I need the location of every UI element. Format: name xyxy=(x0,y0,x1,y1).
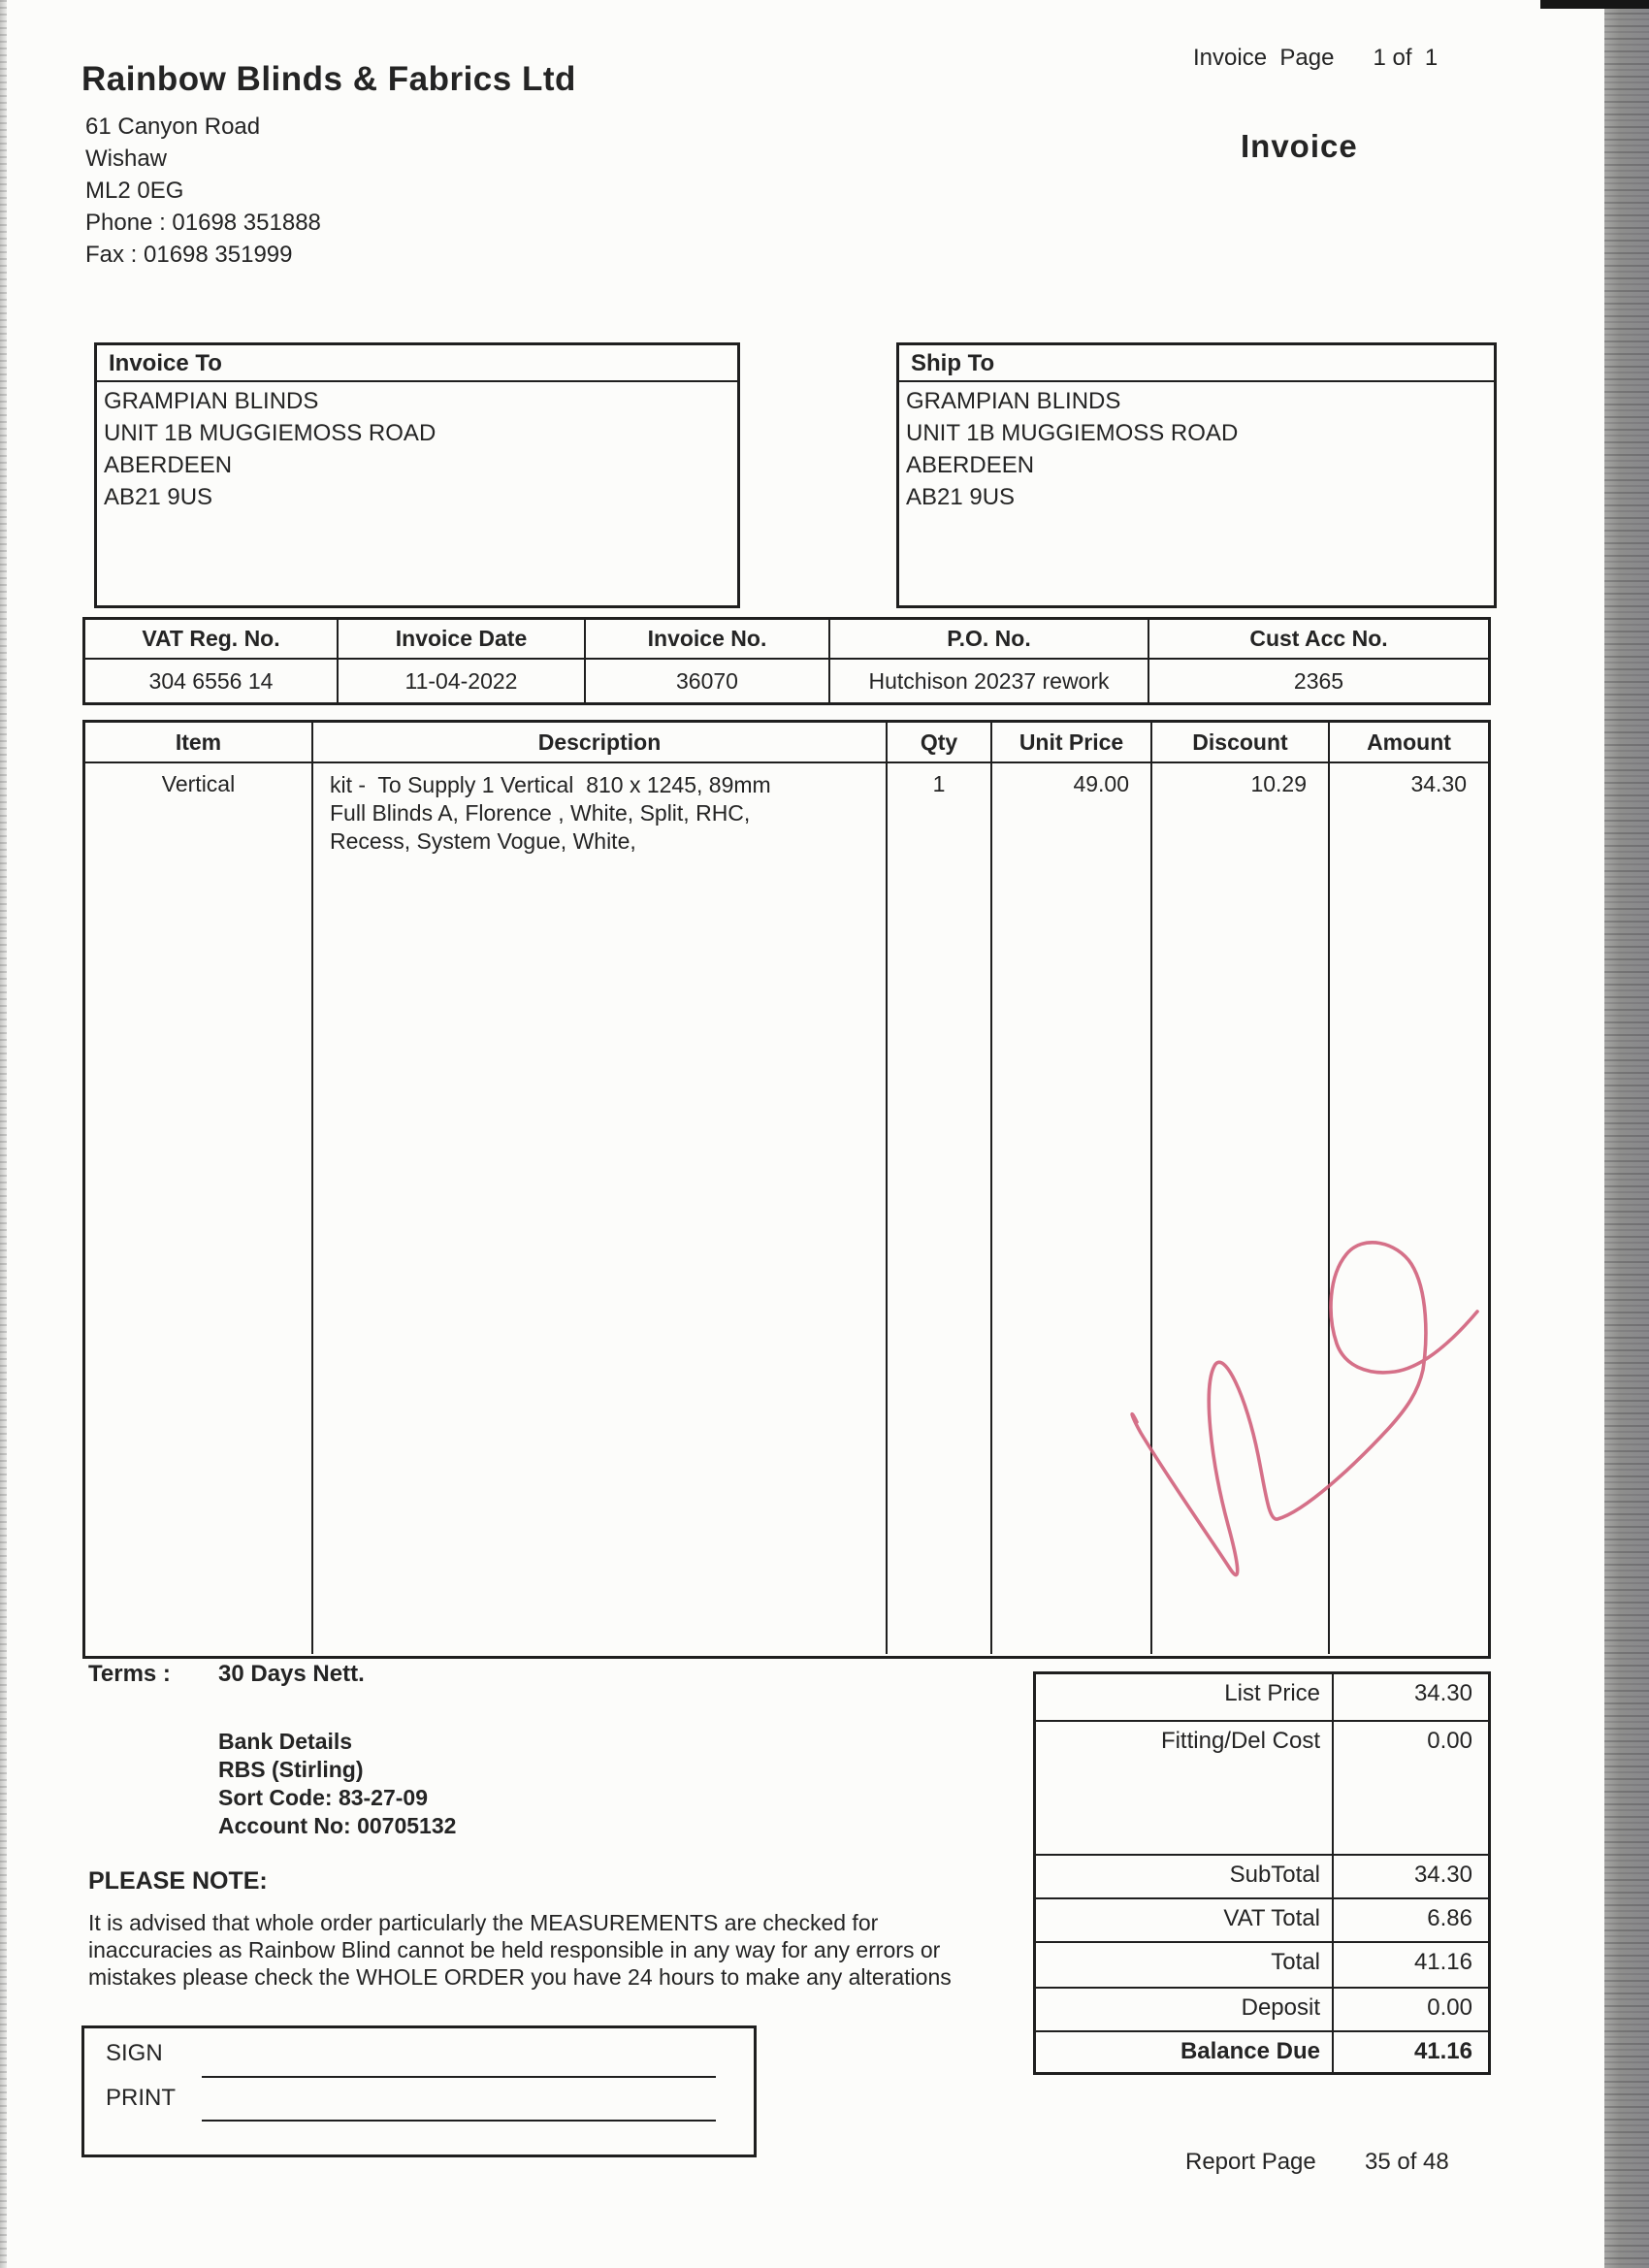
scan-edge-top-right xyxy=(1540,0,1649,9)
page-indicator-value: 1 of 1 xyxy=(1373,45,1439,71)
company-address-line: 61 Canyon Road xyxy=(85,113,261,140)
items-header-amount: Amount xyxy=(1330,723,1488,763)
totals-label: Fitting/Del Cost xyxy=(1036,1722,1334,1854)
meta-header-cust-acc: Cust Acc No. xyxy=(1149,620,1488,660)
invoice-to-line: AB21 9US xyxy=(104,484,213,510)
table-row xyxy=(85,763,1488,1654)
signature-box xyxy=(81,2025,757,2157)
totals-label: VAT Total xyxy=(1036,1899,1334,1941)
invoice-to-line: UNIT 1B MUGGIEMOSS ROAD xyxy=(104,420,436,446)
totals-value: 34.30 xyxy=(1413,1680,1472,1706)
ship-to-heading: Ship To xyxy=(899,345,1494,382)
totals-row-deposit xyxy=(1036,1989,1488,2032)
items-header-qty: Qty xyxy=(888,723,992,763)
item-cell-qty: 1 xyxy=(888,763,992,1654)
ship-to-box xyxy=(896,342,1497,608)
invoice-to-line: ABERDEEN xyxy=(104,452,233,478)
meta-value-invoice-no: 36070 xyxy=(586,660,830,702)
sign-label: SIGN xyxy=(106,2040,163,2066)
totals-label: Balance Due xyxy=(1036,2032,1334,2072)
item-cell-unit-price: 49.00 xyxy=(992,763,1152,1654)
company-address-line: Wishaw xyxy=(85,146,168,172)
totals-row-total xyxy=(1036,1943,1488,1989)
meta-value-vat-reg: 304 6556 14 xyxy=(85,660,339,702)
totals-table xyxy=(1033,1671,1491,2075)
company-phone: Phone : 01698 351888 xyxy=(85,210,321,236)
totals-row-subtotal xyxy=(1036,1856,1488,1899)
meta-header-po-no: P.O. No. xyxy=(830,620,1149,660)
meta-value-invoice-date: 11-04-2022 xyxy=(339,660,586,702)
ship-to-line: GRAMPIAN BLINDS xyxy=(906,388,1121,414)
please-note-body: It is advised that whole order particularly the MEASUREMENTS are checked for inaccuracies as Rainbow Blind cannot be held responsible in any way for any errors or mistakes please check the WHOLE ORDER you have 24 hours to make any alterations xyxy=(88,1910,952,1990)
invoice-to-heading: Invoice To xyxy=(97,345,737,382)
page-indicator-label: Invoice Page xyxy=(1193,45,1335,71)
totals-label: Deposit xyxy=(1036,1989,1334,2030)
totals-label: List Price xyxy=(1036,1674,1334,1720)
document-title: Invoice xyxy=(1241,128,1358,164)
ship-to-line: UNIT 1B MUGGIEMOSS ROAD xyxy=(906,420,1239,446)
totals-value: 0.00 xyxy=(1427,1728,1472,1754)
ship-to-line: AB21 9US xyxy=(906,484,1016,510)
items-header-description: Description xyxy=(313,723,888,763)
totals-row-list-price xyxy=(1036,1674,1488,1722)
company-name: Rainbow Blinds & Fabrics Ltd xyxy=(81,60,576,98)
company-address-line: ML2 0EG xyxy=(85,178,184,204)
meta-value-cust-acc: 2365 xyxy=(1293,667,1344,694)
sign-line xyxy=(202,2076,716,2078)
totals-label: Total xyxy=(1036,1943,1334,1987)
scan-edge-right xyxy=(1604,0,1649,2268)
invoice-meta-table xyxy=(82,617,1491,705)
totals-label: SubTotal xyxy=(1036,1856,1334,1897)
bank-name: RBS (Stirling) xyxy=(218,1757,364,1782)
line-items-table xyxy=(82,720,1491,1659)
totals-value: 41.16 xyxy=(1413,1949,1472,1975)
item-cell-amount: 34.30 xyxy=(1410,771,1467,796)
bank-details xyxy=(218,1728,456,1840)
totals-value: 0.00 xyxy=(1427,1994,1472,2021)
items-header-discount: Discount xyxy=(1152,723,1330,763)
item-cell-item: Vertical xyxy=(85,763,313,1654)
totals-value: 34.30 xyxy=(1413,1862,1472,1888)
scan-edge-left xyxy=(0,0,7,2268)
items-header-item: Item xyxy=(85,723,313,763)
print-label: PRINT xyxy=(106,2085,176,2111)
company-fax: Fax : 01698 351999 xyxy=(85,242,293,268)
item-cell-description xyxy=(313,763,888,1654)
report-page-value: 35 of 48 xyxy=(1365,2149,1449,2175)
terms-label: Terms : xyxy=(88,1661,171,1687)
terms-value: 30 Days Nett. xyxy=(218,1661,365,1687)
meta-header-invoice-date: Invoice Date xyxy=(339,620,586,660)
totals-row-balance-due xyxy=(1036,2032,1488,2072)
description-line: kit - To Supply 1 Vertical 810 x 1245, 89mm xyxy=(330,772,771,797)
totals-value: 6.86 xyxy=(1427,1905,1472,1931)
totals-value: 41.16 xyxy=(1413,2038,1472,2064)
invoice-to-box xyxy=(94,342,740,608)
item-cell-discount: 10.29 xyxy=(1152,763,1330,1654)
description-line: Full Blinds A, Florence , White, Split, RHC, xyxy=(330,800,751,826)
report-page-label: Report Page xyxy=(1185,2149,1316,2175)
ship-to-line: ABERDEEN xyxy=(906,452,1035,478)
items-header-unit-price: Unit Price xyxy=(992,723,1152,763)
please-note-heading: PLEASE NOTE: xyxy=(88,1867,268,1895)
page-indicator xyxy=(1193,45,1438,72)
meta-value-po-no: Hutchison 20237 rework xyxy=(830,660,1149,702)
company-address xyxy=(85,111,321,271)
description-line: Recess, System Vogue, White, xyxy=(330,828,636,854)
meta-header-invoice-no: Invoice No. xyxy=(586,620,830,660)
print-line xyxy=(202,2120,716,2122)
totals-row-vat-total xyxy=(1036,1899,1488,1943)
invoice-to-line: GRAMPIAN BLINDS xyxy=(104,388,319,414)
meta-header-vat-reg: VAT Reg. No. xyxy=(85,620,339,660)
bank-details-heading: Bank Details xyxy=(218,1729,353,1754)
bank-sort-code: Sort Code: 83-27-09 xyxy=(218,1785,429,1810)
totals-row-fitting-del-cost xyxy=(1036,1722,1488,1856)
bank-account-no: Account No: 00705132 xyxy=(218,1813,457,1838)
